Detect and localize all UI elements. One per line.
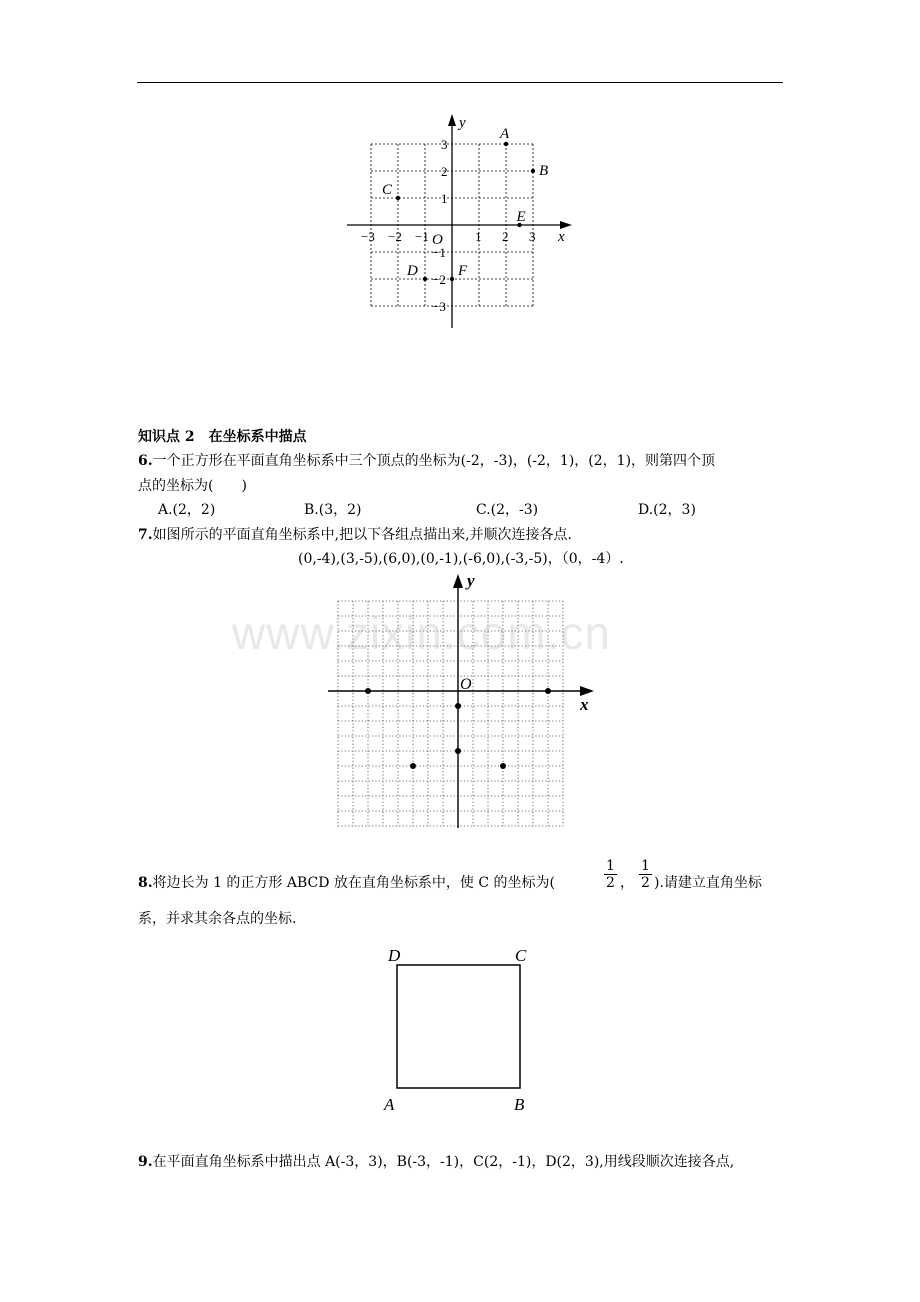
figure1-y-arrow bbox=[448, 114, 456, 126]
question-8-line1 bbox=[138, 874, 555, 892]
figure1-x-tick-label: −2 bbox=[388, 229, 402, 244]
figure1-x-tick-label: 2 bbox=[502, 229, 509, 244]
figure2-x-axis-label: x bbox=[580, 695, 589, 714]
figure1-x-tick-label: 3 bbox=[529, 229, 536, 244]
figure2-dot bbox=[455, 748, 461, 754]
question-8-line2: 系，并求其余各点的坐标. bbox=[138, 911, 297, 927]
figure2-dot bbox=[410, 763, 416, 769]
figure1-point-label-d: D bbox=[407, 263, 418, 279]
figure1-point-label-e: E bbox=[516, 209, 526, 225]
question-6-number: 6. bbox=[138, 453, 153, 469]
figure1-x-tick-label: −1 bbox=[415, 229, 429, 244]
figure1-point-label-a: A bbox=[500, 126, 510, 142]
fraction-2-denominator: 2 bbox=[641, 875, 650, 891]
question-6-option-a: A.(2，2) bbox=[158, 502, 216, 518]
question-8-comma: ， bbox=[620, 875, 634, 891]
square-abcd bbox=[397, 965, 520, 1088]
figure-square-abcd bbox=[380, 940, 530, 1118]
question-6-line2: 点的坐标为( ) bbox=[138, 478, 247, 494]
figure1-y-tick-label: 1 bbox=[441, 191, 448, 206]
figure1-points bbox=[382, 126, 548, 281]
question-6-line1 bbox=[138, 452, 715, 470]
question-9-line1 bbox=[138, 1153, 734, 1171]
figure2-dot bbox=[455, 703, 461, 709]
figure2-dot bbox=[365, 688, 371, 694]
figure1-origin-label: O bbox=[432, 232, 443, 248]
figure-coordinate-points bbox=[340, 110, 580, 330]
figure1-point-a bbox=[504, 142, 508, 146]
figure1-x-arrow bbox=[560, 221, 572, 229]
figure1-y-tick-label: −1 bbox=[432, 245, 446, 260]
figure1-y-tick-label: 3 bbox=[441, 137, 448, 152]
question-6-option-c: C.(2，-3) bbox=[476, 502, 539, 518]
section-heading: 知识点 2 在坐标系中描点 bbox=[138, 429, 307, 445]
figure1-point-label-b: B bbox=[539, 163, 549, 179]
figure1-x-axis-label: x bbox=[558, 229, 565, 245]
figure1-x-tick-label: 1 bbox=[475, 229, 482, 244]
figure1-point-f bbox=[450, 277, 454, 281]
question-7-number: 7. bbox=[138, 527, 153, 543]
figure1-point-label-c: C bbox=[382, 182, 393, 198]
vertex-label-a: A bbox=[384, 1095, 395, 1114]
figure1-point-b bbox=[531, 169, 535, 173]
figure1-point-label-f: F bbox=[458, 263, 468, 279]
question-8-text-after: ).请建立直角坐标 bbox=[654, 875, 762, 891]
figure1-y-tick-label: −3 bbox=[432, 299, 446, 314]
question-7-points-list: (0,-4),(3,-5),(6,0),(0,-1),(-6,0),(-3,-5)，（0，-4）. bbox=[298, 551, 624, 567]
question-9-number: 9. bbox=[138, 1154, 153, 1170]
figure1-y-tick-label: 2 bbox=[441, 164, 448, 179]
figure2-dot bbox=[500, 763, 506, 769]
figure1-y-tick-label: −2 bbox=[432, 272, 446, 287]
vertex-label-c: C bbox=[515, 946, 527, 965]
figure1-x-tick-label: −3 bbox=[361, 229, 375, 244]
vertex-label-b: B bbox=[514, 1095, 525, 1114]
fraction-1-denominator: 2 bbox=[606, 875, 615, 891]
vertex-label-d: D bbox=[388, 946, 401, 965]
question-8-number: 8. bbox=[138, 875, 153, 891]
question-7-text: 如图所示的平面直角坐标系中,把以下各组点描出来,并顺次连接各点. bbox=[152, 527, 572, 543]
fraction-1-numerator: 1 bbox=[606, 858, 615, 874]
question-6-text: 一个正方形在平面直角坐标系中三个顶点的坐标为(-2，-3)，(-2，1)，(2，1)，则第四个顶 bbox=[152, 453, 716, 469]
figure1-point-c bbox=[396, 196, 400, 200]
question-7-line1 bbox=[138, 526, 572, 544]
figure2-dot bbox=[545, 688, 551, 694]
figure2-origin-label: O bbox=[460, 676, 472, 693]
fraction-2-numerator: 1 bbox=[641, 858, 650, 874]
question-8-fraction-1 bbox=[604, 858, 617, 891]
question-8-fraction-2 bbox=[639, 858, 652, 891]
figure1-y-axis-label: y bbox=[459, 115, 466, 131]
header-rule bbox=[137, 82, 783, 83]
figure1-point-d bbox=[423, 277, 427, 281]
figure2-y-axis-label: y bbox=[467, 571, 475, 590]
figure2-y-arrow bbox=[453, 574, 463, 588]
question-6-option-b: B.(3，2) bbox=[304, 502, 362, 518]
question-8-text-before: 将边长为 1 的正方形 ABCD 放在直角坐标系中，使 C 的坐标为( bbox=[152, 875, 556, 891]
watermark: www.zixin.com.cn bbox=[232, 607, 611, 659]
question-9-text: 在平面直角坐标系中描出点 A(-3，3)，B(-3，-1)，C(2，-1)，D(2，3),用线段顺次连接各点, bbox=[152, 1154, 735, 1170]
question-6-option-d: D.(2，3) bbox=[638, 502, 696, 518]
